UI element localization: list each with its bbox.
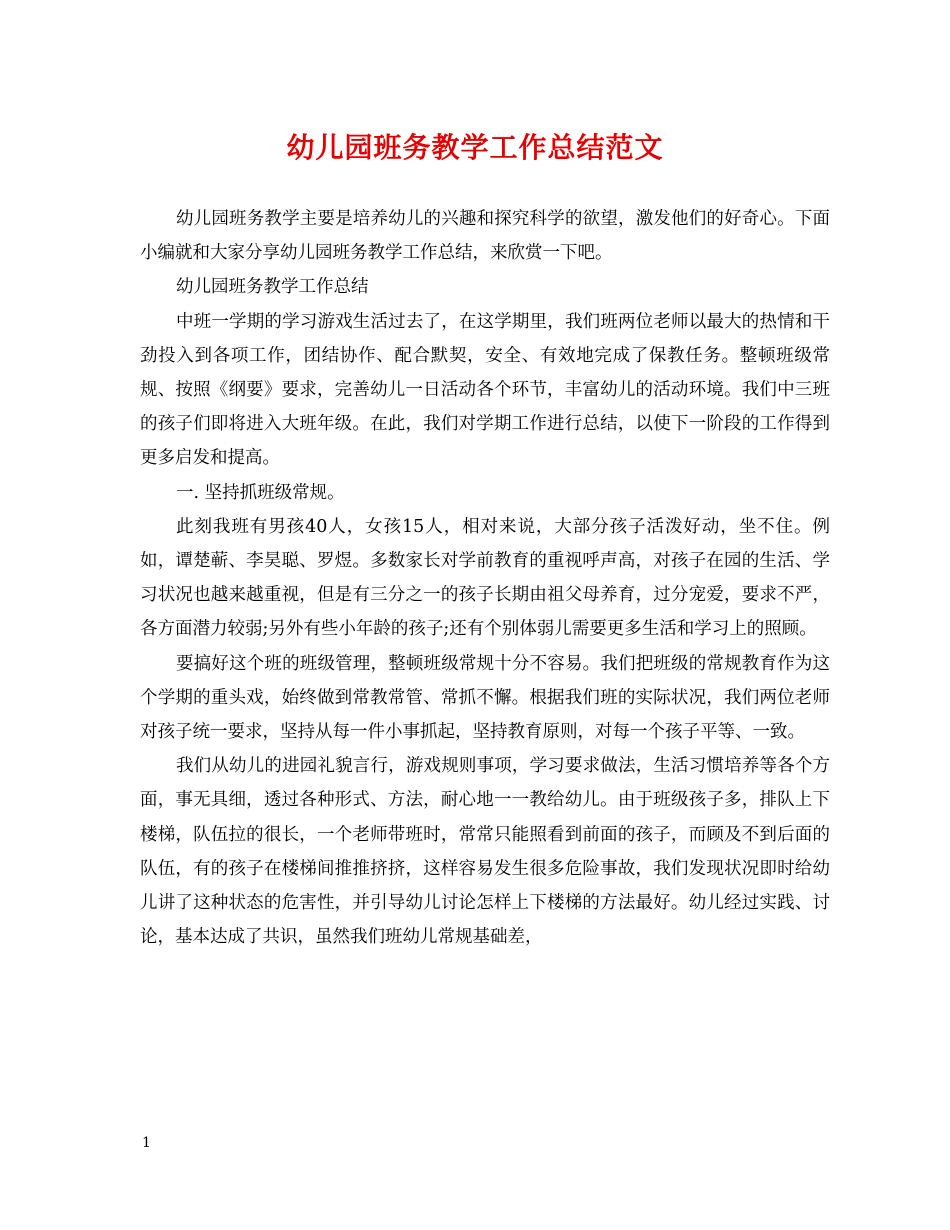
paragraph-intro: 幼儿园班务教学主要是培养幼儿的兴趣和探究科学的欲望，激发他们的好奇心。下面小编就和大家分享幼儿园班务教学工作总结，来欣赏一下吧。 (140, 209, 830, 264)
document-title: 幼儿园班务教学工作总结范文 (286, 131, 664, 164)
paragraph-class-management: 要搞好这个班的班级管理，整顿班级常规十分不容易。我们把班级的常规教育作为这个学期的重头戏，始终做到常教常管、常抓不懈。根据我们班的实际状况，我们两位老师对孩子统一要求，坚持从每一件小事抓起，坚持教育原则，对每一个孩子平等、一致。 (140, 653, 830, 743)
section-heading: 一. 坚持抓班级常规。 (176, 482, 345, 503)
paragraph-class-status: 此刻我班有男孩40人，女孩15人，相对来说，大部分孩子活泼好动，坐不住。例如，谭楚蕲、李昊聪、罗煜。多数家长对学前教育的重视呼声高，对孩子在园的生活、学习状况也越来越重视，但是有三分之一的孩子长期由祖父母养育，过分宠爱，要求不严，各方面潜力较弱;另外有些小年龄的孩子;还有个别体弱儿需要更多生活和学习上的照顾。 (140, 516, 830, 640)
page-number: 1 (142, 1135, 151, 1151)
paragraph-overview: 中班一学期的学习游戏生活过去了，在这学期里，我们班两位老师以最大的热情和干劲投入到各项工作，团结协作、配合默契，安全、有效地完成了保教任务。整顿班级常规、按照《纲要》要求，完善幼儿一日活动各个环节，丰富幼儿的活动环境。我们中三班的孩子们即将进入大班年级。在此，我们对学期工作进行总结，以使下一阶段的工作得到更多启发和提高。 (140, 311, 830, 469)
paragraph-routine-education: 我们从幼儿的进园礼貌言行，游戏规则事项，学习要求做法，生活习惯培养等各个方面，事无具细，透过各种形式、方法，耐心地一一教给幼儿。由于班级孩子多，排队上下楼梯，队伍拉的很长，一个老师带班时，常常只能照看到前面的孩子，而顾及不到后面的队伍，有的孩子在楼梯间推推挤挤，这样容易发生很多危险事故，我们发现状况即时给幼儿讲了这种状态的危害性，并引导幼儿讨论怎样上下楼梯的方法最好。幼儿经过实践、讨论，基本达成了共识，虽然我们班幼儿常规基础差， (140, 756, 830, 948)
document-body (140, 202, 830, 954)
paragraph-subtitle: 幼儿园班务教学工作总结 (176, 277, 369, 298)
